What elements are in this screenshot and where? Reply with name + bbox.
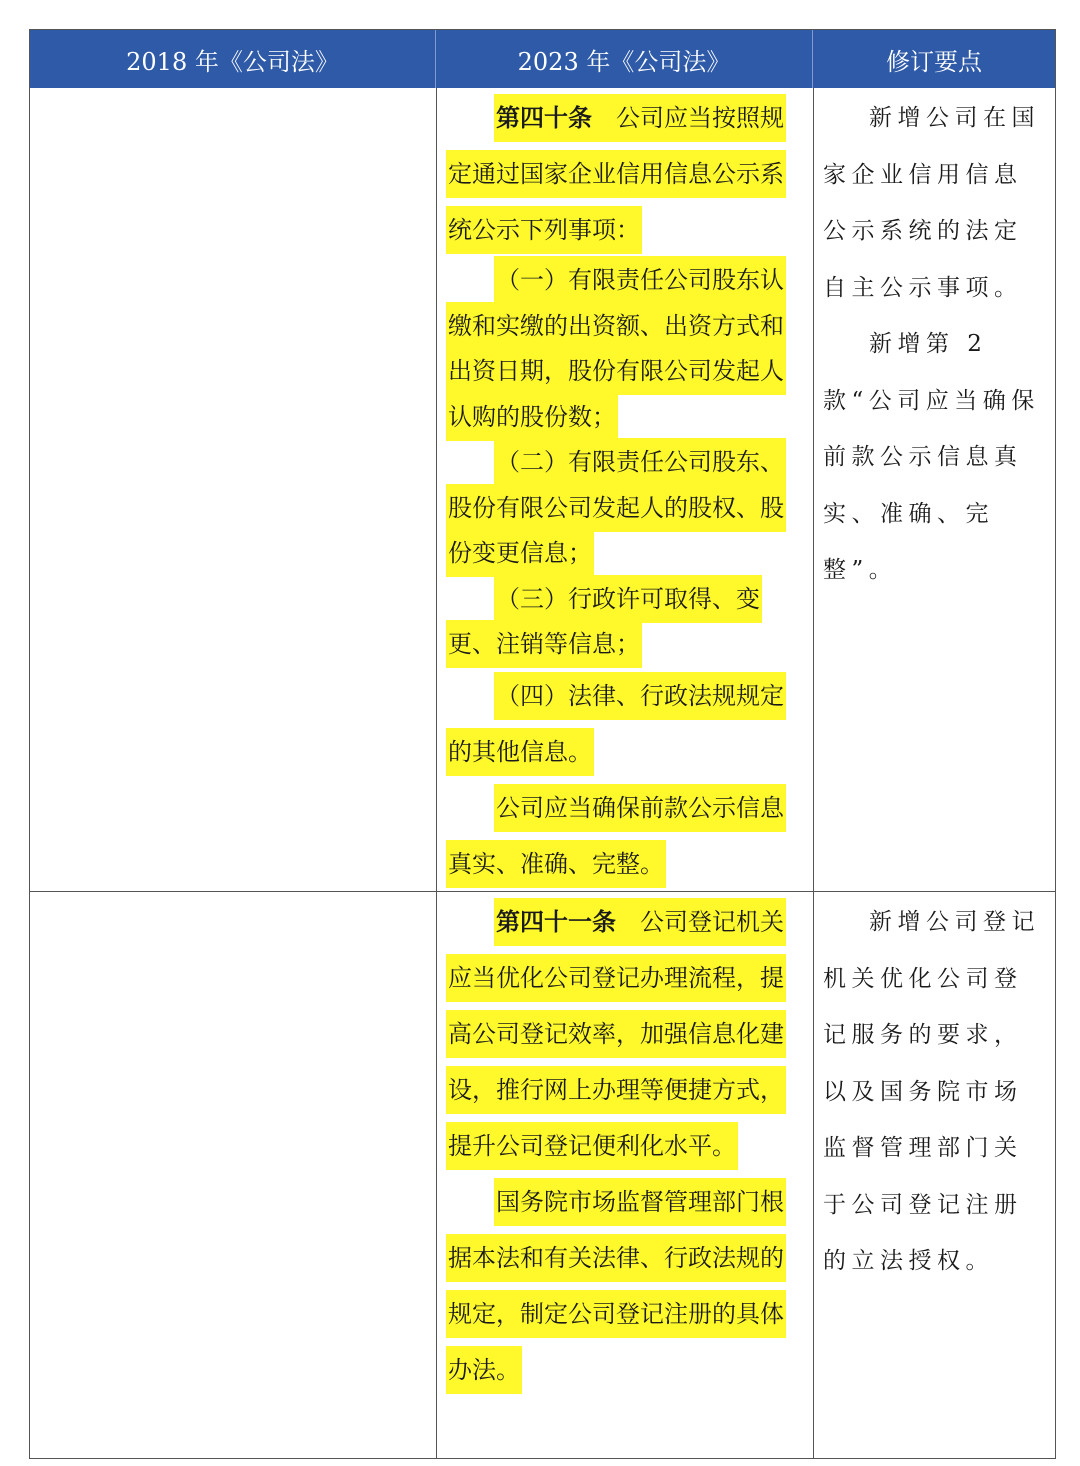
row2-note-1: 新增公司登记机关优化公司登记服务的要求，以及国务院市场监督管理部门关于公司登记注册的立法授权。 (823, 909, 1040, 1274)
row1-notes-cell (823, 90, 1047, 599)
header-2018-law: 2018 年《公司法》 (30, 30, 436, 88)
row2-notes-cell (823, 894, 1047, 1290)
article-41-intro (446, 894, 802, 1174)
article-40-paragraph-2: 公司应当确保前款公示信息真实、准确、完整。 (446, 780, 802, 892)
row1-note-1: 新增公司在国家企业信用信息公示系统的法定自主公示事项。 (823, 105, 1040, 301)
row2-old-law-cell (30, 892, 436, 1459)
header-revision-points: 修订要点 (886, 47, 982, 76)
column-divider-2 (813, 88, 814, 1458)
article-40-item-4: （四）法律、行政法规规定的其他信息。 (446, 668, 802, 780)
article-40-item-3: （三）行政许可取得、变更、注销等信息； (446, 577, 802, 668)
row1-old-law-cell (30, 88, 436, 891)
row2-new-law-cell (446, 894, 802, 1398)
article-41-title: 第四十一条 (496, 907, 616, 936)
article-40-item-1: （一）有限责任公司股东认缴和实缴的出资额、出资方式和出资日期，股份有限公司发起人认购的股份数； (446, 258, 802, 440)
article-40-title: 第四十条 (496, 103, 592, 132)
article-40-intro (446, 90, 802, 258)
header-2023-law: 2023 年《公司法》 (436, 30, 813, 88)
comparison-table (29, 29, 1056, 1459)
article-40-item-2: （二）有限责任公司股东、股份有限公司发起人的股权、股份变更信息； (446, 440, 802, 577)
article-41-intro-text: 公司登记机关应当优化公司登记办理流程，提高公司登记效率，加强信息化建设，推行网上办理等便捷方式，提升公司登记便利化水平。 (448, 908, 784, 1160)
table-header (30, 30, 1055, 88)
article-40-intro-text: 公司应当按照规定通过国家企业信用信息公示系统公示下列事项： (448, 104, 784, 244)
row1-new-law-cell (446, 90, 802, 892)
article-41-paragraph-2: 国务院市场监督管理部门根据本法和有关法律、行政法规的规定，制定公司登记注册的具体办法。 (446, 1174, 802, 1398)
row1-note-2: 新增第 2 款“公司应当确保前款公示信息真实、准确、完整”。 (823, 331, 1040, 583)
column-divider-1 (436, 88, 437, 1458)
